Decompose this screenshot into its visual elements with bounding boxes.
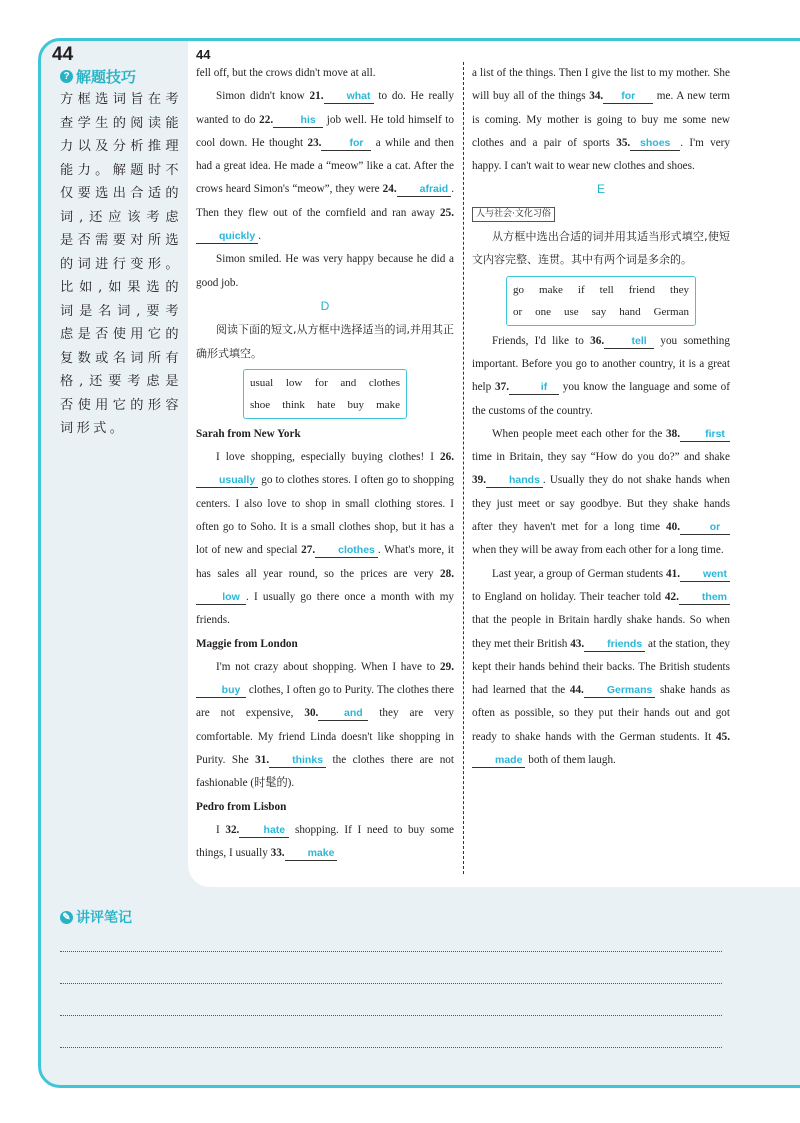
- answer-45: made: [472, 754, 525, 768]
- answer-31: thinks: [269, 754, 326, 768]
- passage-pedro-start: I 32. hate shopping. If I need to buy some things, I usually 33. make: [196, 823, 454, 860]
- passage-maggie: I'm not crazy about shopping. When I have to 29.buy clothes, I often go to Purity. The clothes there are not expensive, 30. and they are very comfortable. My friend Linda doesn't like shopping in Purity. She 31. thinks the clothes there are not fashionable (时髦的).: [196, 660, 455, 790]
- answer-38: first: [680, 428, 730, 442]
- passage-sarah: I love shopping, especially buying clothes! I 26.usually go to clothes stores. I often go to shopping centers. I also love to shop in small clothing stores. I often go to Soho. It is a small clothes shop, but it has a lot of new and special 27. clothes . What's more, it has sales all year round, so the prices are very 28.low . I usually go there once a month with my friends.: [196, 451, 454, 627]
- notes-title-text: 讲评笔记: [76, 909, 132, 925]
- answer-24: afraid: [397, 183, 452, 197]
- word-option: buy: [347, 398, 364, 411]
- passage-pedro-end: a list of the things. Then I give the list to my mother. She will buy all of the things 34. for me. A new term is coming. My mother is going to buy me some new clothes and a pair of sports 35. shoes . I'm very happy. I can't wait to wear new clothes and shoes.: [472, 67, 730, 173]
- section-d-label: D: [320, 298, 330, 313]
- word-option: hate: [317, 398, 336, 411]
- word-box-e: [506, 276, 696, 326]
- answer-22: his: [273, 114, 323, 128]
- word-option: one: [535, 305, 552, 318]
- word-option: if: [577, 283, 585, 296]
- heading-maggie: Maggie from London: [196, 637, 298, 650]
- answer-37: if: [509, 381, 559, 395]
- passage-e-p2: When people meet each other for the 38. first time in Britain, they say “How do you do?” and shake 39. hands . Usually they do not shake hands when they just meet or say goodbye. But they shake hands after they haven't met for a long time 40. or when they will be away from each other for a long time.: [472, 427, 730, 557]
- word-option: make: [539, 283, 563, 296]
- answer-27: clothes: [315, 544, 378, 558]
- sidebar-tip-text: 方框选词旨在考查学生的阅读能力以及分析推理能力。解题时不仅要选出合适的词,还应该考虑是否需要对所选的词进行变形。比如,如果选的词是名词,要考虑是否使用它的复数或名词所有格,还要考虑是否使用它的形容词形式。: [60, 92, 182, 436]
- word-option: hand: [619, 305, 641, 318]
- word-option: use: [563, 305, 579, 318]
- word-option: or: [513, 305, 523, 318]
- word-option: friend: [628, 283, 656, 296]
- answer-21: what: [324, 90, 374, 104]
- left-column: [196, 62, 454, 866]
- passage-e-p3: Last year, a group of German students 41. went to England on holiday. Their teacher told 42. them that the people in Britain hardly shake hands. So when they met their British 43. friends at the station, they kept their hands behind their backs. The British students had learned that the 44. Germans shake hands as often as possible, so they put their hands out and got ready to shake hands with the German students. It 45.made both of them laugh.: [472, 567, 731, 767]
- pencil-circle-icon: ✎: [60, 911, 73, 924]
- answer-23: for: [321, 137, 371, 151]
- passage-c-paragraph: Simon didn't know 21. what to do. He really wanted to do 22. his job well. He told himself to cool down. He thought 23. for a while and then had a great idea. He made a “meow” like a cat. After the crows heard Simon's “meow”, they were 24. afraid . Then they flew out of the cornfield and ran away 25.quickly .: [196, 90, 455, 243]
- section-e-instruction: 从方框中选出合适的词并用其适当形式填空,使短文内容完整、连贯。其中有两个词是多余的。: [472, 230, 730, 267]
- page-number-right: 44: [196, 47, 211, 62]
- answer-42: them: [679, 591, 730, 605]
- heading-pedro: Pedro from Lisbon: [196, 800, 287, 813]
- answer-43: friends: [584, 638, 645, 652]
- word-option: say: [591, 305, 607, 318]
- passage-c-last: Simon smiled. He was very happy because he did a good job.: [196, 253, 454, 289]
- word-option: go: [513, 283, 524, 296]
- section-e-tag-line: [472, 202, 730, 225]
- answer-34: for: [603, 90, 653, 104]
- note-line[interactable]: [60, 951, 722, 952]
- answer-33: make: [285, 847, 338, 861]
- word-option: clothes: [368, 376, 400, 389]
- word-option: German: [653, 305, 689, 318]
- column-divider: [463, 62, 464, 874]
- answer-44: Germans: [584, 684, 656, 698]
- answer-40: or: [680, 521, 730, 535]
- answer-41: went: [680, 568, 730, 582]
- page-number-left: 44: [52, 44, 74, 65]
- word-option: tell: [599, 283, 614, 296]
- word-option: think: [282, 398, 305, 411]
- notes-title: [60, 907, 132, 927]
- note-line[interactable]: [60, 1015, 722, 1016]
- word-option: they: [670, 283, 689, 296]
- answer-25: quickly: [196, 230, 258, 244]
- question-circle-icon: ?: [60, 70, 73, 83]
- heading-sarah: Sarah from New York: [196, 427, 301, 440]
- word-option: make: [376, 398, 400, 411]
- word-option: usual: [250, 376, 274, 389]
- answer-26: usually: [196, 474, 258, 488]
- answer-32: hate: [239, 824, 289, 838]
- right-column: [472, 62, 730, 772]
- note-line[interactable]: [60, 983, 722, 984]
- answer-35: shoes: [630, 137, 680, 151]
- word-box-d: [243, 369, 407, 419]
- passage-e-p1: Friends, I'd like to 36. tell you something important. Before you go to another country, it is a great help 37. if you know the language and some of the customs of the country.: [472, 334, 730, 417]
- answer-28: low: [196, 591, 246, 605]
- word-option: shoe: [250, 398, 271, 411]
- section-e-label: E: [596, 182, 605, 197]
- word-option: and: [340, 376, 357, 389]
- sidebar-title-text: 解题技巧: [76, 69, 137, 86]
- answer-29: buy: [196, 684, 246, 698]
- word-option: for: [314, 376, 328, 389]
- section-d-instruction: 阅读下面的短文,从方框中选择适当的词,并用其正确形式填空。: [196, 323, 454, 360]
- topic-tag: 人与社会·文化习俗: [472, 207, 555, 222]
- passage-c-line: fell off, but the crows didn't move at all.: [196, 67, 376, 79]
- answer-30: and: [318, 707, 368, 721]
- answer-39: hands: [486, 474, 543, 488]
- sidebar-title: [60, 66, 136, 87]
- note-line[interactable]: [60, 1047, 722, 1048]
- word-option: low: [285, 376, 303, 389]
- answer-36: tell: [604, 335, 654, 349]
